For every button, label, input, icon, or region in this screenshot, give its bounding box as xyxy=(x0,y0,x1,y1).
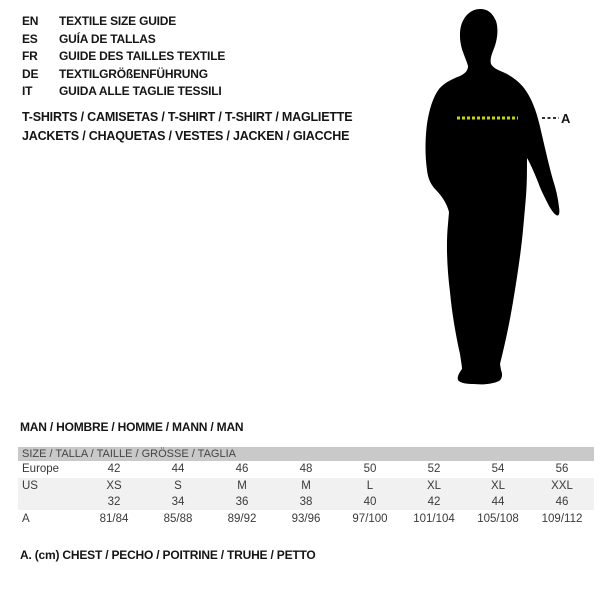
table-cell: 52 xyxy=(427,463,441,475)
size-table xyxy=(18,461,594,528)
table-cell: 97/100 xyxy=(352,513,388,525)
row-label-a: A xyxy=(22,513,30,525)
language-code: IT xyxy=(22,84,33,98)
row-label-europe: Europe xyxy=(22,463,60,475)
table-cell: 93/96 xyxy=(291,513,321,525)
table-cell: 48 xyxy=(299,463,313,475)
row-label-blank xyxy=(18,494,82,510)
table-row-us xyxy=(18,478,594,494)
table-cell: 89/92 xyxy=(227,513,257,525)
language-row-fr xyxy=(22,48,225,66)
language-row-es xyxy=(22,31,225,49)
language-code: ES xyxy=(22,31,38,46)
guide-title-de: TEXTILGRÖßENFÜHRUNG xyxy=(59,66,208,81)
table-row-europe xyxy=(18,461,594,478)
table-cell: 81/84 xyxy=(99,513,129,525)
table-row-alt-sizes xyxy=(18,494,594,510)
table-cell: 50 xyxy=(363,463,377,475)
table-cell: 38 xyxy=(299,496,313,508)
product-line-jackets: JACKETS / CHAQUETAS / VESTES / JACKEN / GIACCHE xyxy=(22,128,350,143)
language-code: DE xyxy=(22,66,39,81)
language-code: EN xyxy=(22,14,39,28)
table-cell: 54 xyxy=(491,463,505,475)
language-title-list xyxy=(22,13,225,101)
table-cell: 42 xyxy=(427,496,441,508)
language-row-en xyxy=(22,13,225,31)
table-cell: M xyxy=(301,480,311,492)
guide-title-es: GUÍA DE TALLAS xyxy=(59,31,156,46)
measurement-footnote: A. (cm) CHEST / PECHO / POITRINE / TRUHE / PETTO xyxy=(20,548,316,562)
table-cell: S xyxy=(174,480,182,492)
guide-title-it: GUIDA ALLE TAGLIE TESSILI xyxy=(59,84,222,98)
table-cell: 36 xyxy=(235,496,249,508)
section-title-man: MAN / HOMBRE / HOMME / MANN / MAN xyxy=(20,420,244,434)
table-cell: 44 xyxy=(491,496,505,508)
table-cell: 101/104 xyxy=(413,513,455,525)
table-cell: XXL xyxy=(551,480,573,492)
table-cell: 40 xyxy=(363,496,377,508)
table-cell: XS xyxy=(106,480,122,492)
row-label-us: US xyxy=(22,480,38,492)
table-cell: L xyxy=(366,480,374,492)
product-line-tshirts: T-SHIRTS / CAMISETAS / T-SHIRT / T-SHIRT / MAGLIETTE xyxy=(22,110,353,124)
table-cell: 56 xyxy=(555,463,569,475)
language-row-de xyxy=(22,66,225,84)
table-cell: XL xyxy=(490,480,506,492)
product-category-list xyxy=(22,108,352,145)
table-cell: 105/108 xyxy=(477,513,519,525)
table-cell: XL xyxy=(426,480,442,492)
man-silhouette-figure xyxy=(405,3,600,395)
guide-title-fr: GUIDE DES TAILLES TEXTILE xyxy=(59,49,226,63)
table-cell: 42 xyxy=(107,463,121,475)
language-row-it xyxy=(22,83,225,101)
guide-title-en: TEXTILE SIZE GUIDE xyxy=(59,14,177,28)
size-table-header: SIZE / TALLA / TAILLE / GRÖSSE / TAGLIA xyxy=(18,447,594,461)
table-cell: 46 xyxy=(235,463,249,475)
table-cell: 109/112 xyxy=(541,513,583,525)
table-cell: 85/88 xyxy=(163,513,193,525)
table-cell: 46 xyxy=(555,496,569,508)
table-cell: 34 xyxy=(171,496,185,508)
table-cell: M xyxy=(237,480,247,492)
measure-label-a: A xyxy=(561,111,571,126)
table-cell: 44 xyxy=(171,463,185,475)
language-code: FR xyxy=(22,49,38,63)
man-silhouette xyxy=(426,9,560,384)
table-cell: 32 xyxy=(107,496,121,508)
table-row-chest-a xyxy=(18,510,594,528)
